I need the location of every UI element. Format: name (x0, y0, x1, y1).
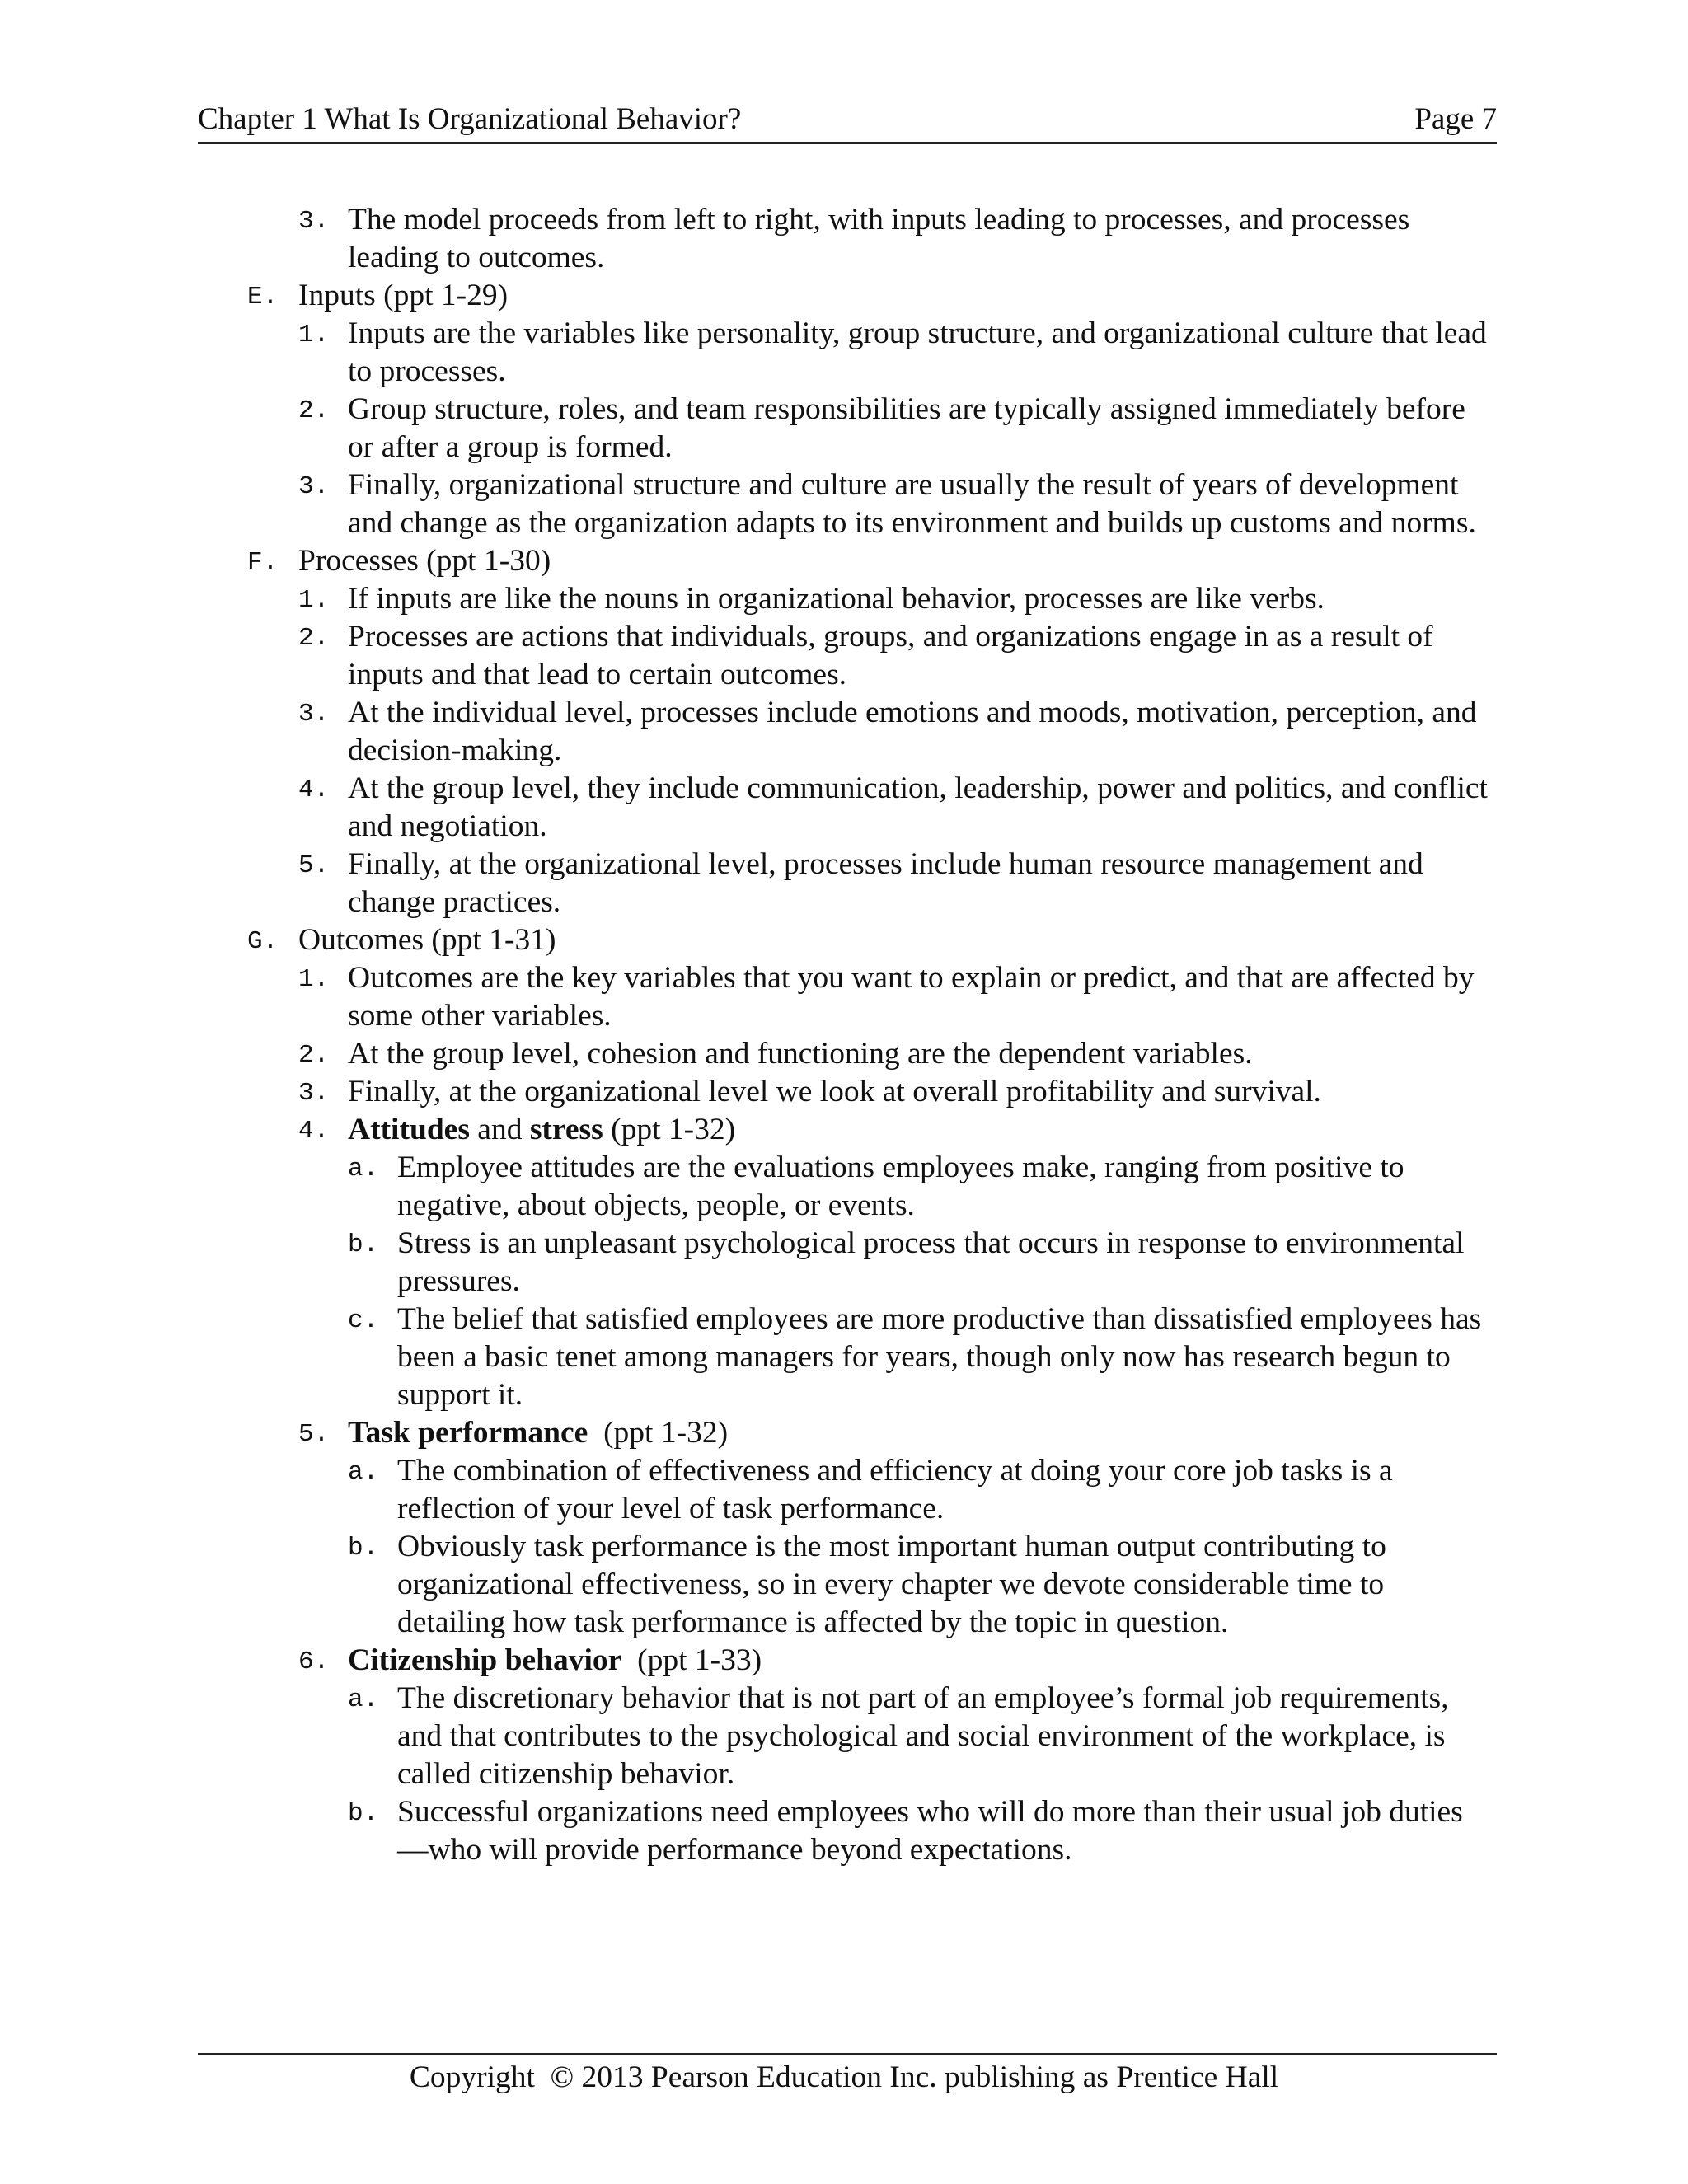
subitem-marker: a. (348, 1155, 379, 1183)
item-marker: 4. (298, 1117, 330, 1146)
item-marker: 3. (298, 700, 330, 729)
item-text: Inputs are the variables like personality, group structure, and organizational culture that lead to processes. (348, 316, 1487, 388)
section-title: Inputs (ppt 1-29) (298, 279, 509, 312)
item-marker: 3. (298, 207, 330, 236)
item-marker: 4. (298, 776, 330, 804)
item-marker: 1. (298, 586, 330, 615)
outline-subitem (0, 1452, 1493, 1528)
item-text: Finally, at the organizational level, processes include human resource management and change practices. (348, 847, 1423, 919)
item-marker: 5. (298, 851, 330, 880)
outline-item-attitudes-stress (0, 1111, 1493, 1149)
outline-item (0, 391, 1493, 466)
outline-item (0, 466, 1493, 542)
section-marker: F. (247, 548, 279, 577)
outline-subitem (0, 1225, 1493, 1301)
outline-subitem (0, 1301, 1493, 1414)
page-number: Page 7 (1414, 102, 1497, 136)
ppt-reference: (ppt 1-33) (621, 1643, 762, 1677)
section-heading-outcomes (0, 921, 1688, 959)
subitem-marker: a. (348, 1685, 379, 1714)
outline-item (0, 618, 1493, 694)
subitem-marker: b. (348, 1534, 379, 1563)
ppt-reference: (ppt 1-32) (588, 1416, 729, 1450)
subitem-text: Successful organizations need employees who will do more than their usual job duties—who will provide performance beyond expectations. (397, 1795, 1463, 1867)
footer-divider (198, 2053, 1497, 2055)
outline-item (0, 1035, 1493, 1073)
item-marker: 6. (298, 1647, 330, 1676)
item-marker: 1. (298, 321, 330, 349)
item-text: Finally, organizational structure and culture are usually the result of years of development and change as the organization adapts to its environment and builds up customs and norms. (348, 468, 1476, 540)
outline-item-task-performance (0, 1414, 1493, 1452)
term-citizenship-behavior: Citizenship behavior (348, 1643, 622, 1677)
subitem-marker: b. (348, 1230, 379, 1259)
term-task-performance: Task performance (348, 1416, 588, 1450)
subitem-text: The combination of effectiveness and efficiency at doing your core job tasks is a reflection of your level of task performance. (397, 1454, 1393, 1526)
section-marker: E. (247, 283, 279, 312)
item-marker: 3. (298, 472, 330, 501)
outline-content (0, 201, 1688, 1869)
subitem-marker: b. (348, 1799, 379, 1828)
section-title: Processes (ppt 1-30) (298, 544, 551, 578)
item-text: Processes are actions that individuals, groups, and organizations engage in as a result of inputs and that lead to certain outcomes. (348, 620, 1433, 691)
subitem-marker: c. (348, 1306, 379, 1335)
item-text: At the group level, they include communication, leadership, power and politics, and conflict and negotiation. (348, 771, 1488, 843)
item-text: Group structure, roles, and team responsibilities are typically assigned immediately before or after a group is formed. (348, 392, 1465, 464)
outline-item-citizenship-behavior (0, 1642, 1493, 1680)
outline-subitem (0, 1149, 1493, 1225)
outline-subitem (0, 1793, 1493, 1869)
subitem-text: Employee attitudes are the evaluations employees make, ranging from positive to negative, about objects, people, or events. (397, 1151, 1404, 1222)
outline-item (0, 846, 1493, 921)
page-footer (0, 2059, 1688, 2097)
item-marker: 2. (298, 1041, 330, 1070)
subitem-text: The belief that satisfied employees are more productive than dissatisfied employees has been a basic tenet among managers for years, though only now has research begun to support it. (397, 1302, 1482, 1412)
item-text: At the individual level, processes include emotions and moods, motivation, perception, and decision-making. (348, 696, 1477, 767)
copyright-notice: Copyright © 2013 Pearson Education Inc. publishing as Prentice Hall (409, 2060, 1279, 2094)
subitem-text: Stress is an unpleasant psychological process that occurs in response to environmental pressures. (397, 1226, 1465, 1298)
item-text: Finally, at the organizational level we look at overall profitability and survival. (348, 1075, 1321, 1108)
outline-item (0, 694, 1493, 770)
section-title: Outcomes (ppt 1-31) (298, 923, 556, 957)
item-marker: 2. (298, 396, 330, 425)
item-text: If inputs are like the nouns in organizational behavior, processes are like verbs. (348, 582, 1325, 616)
subitem-text: The discretionary behavior that is not part of an employee’s formal job requirements, and that contributes to the psychological and social environment of the workplace, is called citizenship behavior. (397, 1681, 1449, 1791)
page-header (198, 101, 1497, 144)
item-text-connector: and (469, 1113, 530, 1146)
outline-item (0, 201, 1493, 277)
subitem-text: Obviously task performance is the most important human output contributing to organizational effectiveness, so in every chapter we devote considerable time to detailing how task performance is affected by the topic in question. (397, 1530, 1386, 1639)
section-heading-inputs (0, 277, 1688, 315)
item-text: At the group level, cohesion and functioning are the dependent variables. (348, 1037, 1253, 1071)
subitem-marker: a. (348, 1458, 379, 1487)
outline-item (0, 959, 1493, 1035)
outline-item (0, 315, 1493, 391)
item-marker: 5. (298, 1420, 330, 1449)
outline-item (0, 580, 1493, 618)
item-marker: 2. (298, 624, 330, 653)
outline-item (0, 1073, 1493, 1111)
section-marker: G. (247, 927, 279, 956)
chapter-title: Chapter 1 What Is Organizational Behavior? (198, 102, 742, 136)
section-heading-processes (0, 542, 1688, 580)
item-text: Outcomes are the key variables that you want to explain or predict, and that are affected by some other variables. (348, 961, 1475, 1033)
item-text: The model proceeds from left to right, with inputs leading to processes, and processes leading to outcomes. (348, 203, 1410, 274)
term-attitudes: Attitudes (348, 1113, 470, 1146)
outline-subitem (0, 1680, 1493, 1793)
item-marker: 3. (298, 1079, 330, 1108)
ppt-reference: (ppt 1-32) (603, 1113, 736, 1146)
outline-subitem (0, 1528, 1493, 1642)
item-marker: 1. (298, 965, 330, 994)
term-stress: stress (529, 1113, 603, 1146)
outline-item (0, 770, 1493, 846)
